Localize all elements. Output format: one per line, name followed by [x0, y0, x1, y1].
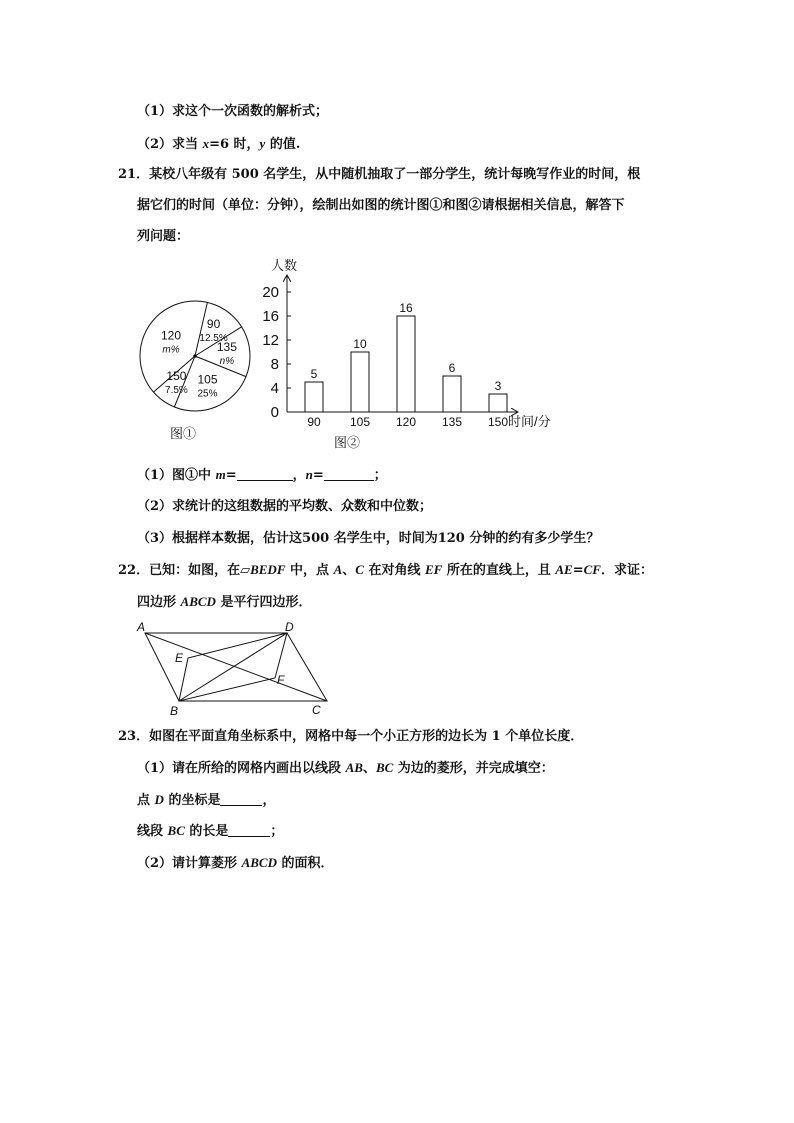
label-a: A: [137, 620, 146, 634]
text-frag: 如图在平面直角坐标系中，网格中每一个小正方形的边长为 1 个单位长度．: [149, 729, 584, 744]
var-frag: ABCD: [180, 594, 216, 609]
q20-part2: [137, 135, 300, 154]
var-m: m: [215, 467, 226, 482]
pie-slice-label: 120: [160, 328, 182, 343]
var-frag: AE: [555, 562, 573, 577]
text-frag: 的面积．: [276, 856, 334, 871]
bar-data-label: 5: [310, 367, 318, 381]
var-frag: BEDF: [250, 562, 286, 577]
pie-slice-label: 135: [216, 340, 237, 355]
bar: [305, 382, 323, 412]
bar: [443, 376, 461, 412]
y-tick-label: 16: [262, 308, 279, 325]
text-frag: 在对角线: [363, 563, 425, 578]
text-frag: =6 时，: [209, 137, 260, 152]
question-number: 23．: [118, 729, 150, 744]
var-x: x: [202, 136, 210, 151]
pie-center: [193, 354, 197, 358]
bar-caption: 图②: [334, 435, 361, 450]
q21-sub3: （3）根据样本数据，估计这500 名学生中，时间为120 分钟的约有多少学生？: [137, 531, 600, 546]
answer-blank-m[interactable]: [237, 466, 293, 481]
x-tick-label: 120: [395, 415, 417, 429]
text-frag: ．求证：: [600, 563, 653, 578]
text-frag: 的值.: [265, 137, 301, 152]
q21-sub2: （2）求统计的这组数据的平均数、众数和中位数；: [137, 499, 433, 514]
text-frag: 是平行四边形．: [215, 595, 312, 610]
q21-line2: 据它们的时间（单位：分钟），绘制出如图的统计图①和图②请根据相关信息，解答下: [137, 198, 625, 213]
text-frag: 的长是: [184, 824, 229, 839]
q23-sub1: [137, 759, 554, 778]
text-frag: ；: [270, 824, 284, 839]
pie-slice-percent: m%: [162, 344, 180, 356]
bar-data-label: 16: [399, 301, 413, 315]
bar-data-label: 6: [448, 361, 456, 375]
text-frag: （2）求当: [137, 137, 203, 152]
text-frag: （2）请计算菱形: [137, 856, 242, 871]
q23-line1: [118, 728, 583, 746]
parallelogram-figure: [130, 618, 340, 720]
text-frag: =: [312, 468, 324, 483]
x-tick-label: 105: [349, 415, 371, 429]
text-frag: =: [572, 563, 584, 578]
y-axis-label: 人数: [271, 258, 298, 273]
var-frag: EF: [424, 562, 443, 577]
q23-sub2: [137, 854, 334, 873]
y-tick-label: 4: [270, 380, 279, 397]
var-frag: BC: [375, 760, 394, 775]
y-tick-label: 0: [270, 404, 279, 421]
answer-blank-n[interactable]: [324, 466, 374, 481]
pie-slice-label: 150: [166, 369, 187, 384]
var-y: y: [259, 136, 266, 151]
pie-slice-percent: n%: [219, 356, 235, 368]
var-frag: AB: [345, 760, 363, 775]
text-frag: 的坐标是: [163, 793, 221, 808]
bar: [397, 316, 415, 412]
pie-slice-label: 90: [206, 316, 221, 331]
pie-slice-label: 105: [197, 372, 218, 387]
var-n: n: [305, 467, 313, 482]
q20-part1: （1）求这个一次函数的解析式；: [137, 104, 329, 119]
text-frag: 点: [137, 793, 155, 808]
y-tick-label: 12: [262, 332, 279, 349]
text-frag: 四边形: [137, 595, 181, 610]
q21-line1: [118, 166, 640, 184]
text-frag: ，: [292, 468, 306, 483]
label-d: D: [285, 620, 294, 634]
q23-sub1a: [137, 791, 275, 810]
text-frag: （1）请在所给的网格内画出以线段: [137, 761, 346, 776]
x-tick-label: 135: [441, 415, 463, 429]
y-tick-label: 8: [270, 356, 279, 373]
var-frag: CF: [583, 562, 601, 577]
x-tick-label: 150: [487, 415, 509, 429]
q21-line3: 列问题：: [137, 229, 190, 244]
diagonal-ac: [145, 633, 327, 701]
question-number: 21．: [118, 167, 150, 182]
label-f: F: [277, 673, 285, 687]
bar: [351, 352, 369, 412]
q22-line2: [137, 593, 311, 612]
label-c: C: [312, 703, 321, 717]
pie-slice-percent: 7.5%: [165, 385, 188, 397]
var-frag: ABCD: [241, 855, 277, 870]
x-axis-label: 时间/分: [508, 414, 551, 429]
text-frag: 线段: [137, 824, 168, 839]
label-b: B: [170, 704, 179, 718]
var-frag: C: [355, 562, 364, 577]
text-frag: 中，点: [285, 563, 334, 578]
label-e: E: [175, 651, 184, 665]
bar: [489, 394, 507, 412]
answer-blank-bc[interactable]: [228, 822, 270, 837]
q21-sub1: [137, 466, 387, 485]
text-frag: （1）图①中: [137, 468, 216, 483]
x-tick-label: 90: [307, 415, 321, 429]
pie-slice-percent: 12.5%: [199, 332, 228, 344]
q23-sub1b: [137, 822, 283, 841]
text-frag: 、: [342, 563, 356, 578]
text-frag: =: [225, 468, 237, 483]
pie-caption: 图①: [170, 426, 197, 441]
q22-line1: [118, 561, 653, 580]
y-tick-label: 20: [262, 284, 279, 301]
answer-blank-d[interactable]: [220, 791, 262, 806]
text-frag: ；: [373, 468, 387, 483]
var-frag: D: [154, 792, 164, 807]
text-frag: 、: [362, 761, 376, 776]
var-frag: A: [333, 562, 343, 577]
bar-chart: [262, 252, 567, 452]
text-frag: 为边的菱形，并完成填空：: [393, 761, 554, 776]
text-frag: 所在的直线上，且: [442, 563, 556, 578]
pie-chart: [130, 300, 260, 445]
text-frag: 某校八年级有 500 名学生，从中随机抽取了一部分学生，统计每晚写作业的时间，根: [149, 167, 641, 182]
bar-data-label: 10: [353, 337, 367, 351]
text-frag: ，: [262, 793, 276, 808]
text-frag: 已知：如图，在▱: [149, 563, 251, 578]
var-frag: BC: [167, 823, 185, 838]
diagonal-bd: [179, 633, 287, 701]
pie-slice-percent: 25%: [197, 388, 218, 400]
question-number: 22．: [118, 563, 150, 578]
bar-data-label: 3: [494, 379, 502, 393]
pie-boundary: [195, 302, 207, 356]
